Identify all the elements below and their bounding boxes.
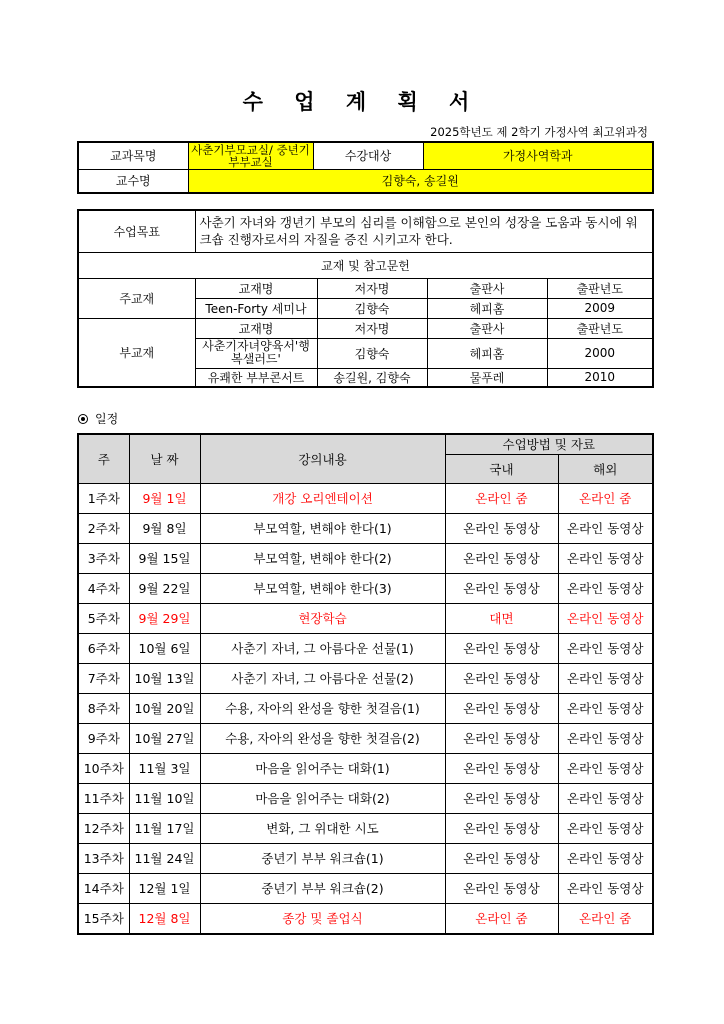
schedule-row	[78, 543, 653, 573]
week-cell: 13주차	[78, 843, 129, 873]
header-week: 주	[78, 434, 129, 483]
schedule-row	[78, 843, 653, 873]
week-cell: 2주차	[78, 513, 129, 543]
content-cell: 중년기 부부 워크숍(1)	[200, 843, 445, 873]
domestic-method-cell: 온라인 동영상	[445, 513, 558, 543]
domestic-method-cell: 온라인 동영상	[445, 723, 558, 753]
professor-label: 교수명	[78, 169, 188, 193]
domestic-method-cell: 온라인 동영상	[445, 573, 558, 603]
schedule-row	[78, 903, 653, 934]
overseas-method-cell: 온라인 동영상	[558, 723, 653, 753]
overseas-method-cell: 온라인 동영상	[558, 573, 653, 603]
header-overseas: 해외	[558, 454, 653, 483]
sub-books-label: 부교재	[78, 318, 195, 387]
header-year: 출판년도	[547, 278, 653, 298]
domestic-method-cell: 온라인 동영상	[445, 783, 558, 813]
domestic-method-cell: 온라인 동영상	[445, 633, 558, 663]
header-content: 강의내용	[200, 434, 445, 483]
schedule-body	[78, 483, 653, 934]
book-author: 김향숙	[317, 298, 427, 318]
date-cell: 12월 8일	[129, 903, 200, 934]
week-cell: 15주차	[78, 903, 129, 934]
date-cell: 10월 20일	[129, 693, 200, 723]
date-cell: 12월 1일	[129, 873, 200, 903]
header-book-name: 교재명	[195, 278, 317, 298]
book-name: 유쾌한 부부콘서트	[195, 368, 317, 387]
schedule-row	[78, 783, 653, 813]
schedule-row	[78, 483, 653, 513]
week-cell: 8주차	[78, 693, 129, 723]
date-cell: 9월 1일	[129, 483, 200, 513]
domestic-method-cell: 온라인 동영상	[445, 843, 558, 873]
content-cell: 부모역할, 변해야 한다(1)	[200, 513, 445, 543]
domestic-method-cell: 온라인 동영상	[445, 543, 558, 573]
overseas-method-cell: 온라인 동영상	[558, 693, 653, 723]
goal-text: 사춘기 자녀와 갱년기 부모의 심리를 이해함으로 본인의 성장을 도움과 동시에 워크숍 진행자로서의 자질을 증진 시키고자 한다.	[195, 210, 653, 252]
schedule-heading	[78, 410, 118, 427]
header-year: 출판년도	[547, 318, 653, 338]
content-cell: 부모역할, 변해야 한다(3)	[200, 573, 445, 603]
course-info-table	[77, 141, 654, 194]
content-cell: 변화, 그 위대한 시도	[200, 813, 445, 843]
overseas-method-cell: 온라인 동영상	[558, 843, 653, 873]
schedule-row	[78, 573, 653, 603]
book-publisher: 헤피홈	[427, 298, 547, 318]
date-cell: 10월 6일	[129, 633, 200, 663]
content-cell: 마음을 읽어주는 대화(2)	[200, 783, 445, 813]
overseas-method-cell: 온라인 동영상	[558, 513, 653, 543]
content-cell: 사춘기 자녀, 그 아름다운 선물(1)	[200, 633, 445, 663]
date-cell: 10월 27일	[129, 723, 200, 753]
header-book-name: 교재명	[195, 318, 317, 338]
schedule-row	[78, 813, 653, 843]
overseas-method-cell: 온라인 동영상	[558, 753, 653, 783]
schedule-table	[77, 433, 654, 935]
refs-heading: 교재 및 참고문헌	[78, 252, 653, 278]
week-cell: 1주차	[78, 483, 129, 513]
overseas-method-cell: 온라인 동영상	[558, 663, 653, 693]
overseas-method-cell: 온라인 동영상	[558, 813, 653, 843]
audience-label: 수강대상	[313, 142, 423, 169]
week-cell: 6주차	[78, 633, 129, 663]
header-publisher: 출판사	[427, 278, 547, 298]
schedule-row	[78, 633, 653, 663]
goal-label: 수업목표	[78, 210, 195, 252]
content-cell: 현장학습	[200, 603, 445, 633]
header-domestic: 국내	[445, 454, 558, 483]
book-year: 2009	[547, 298, 653, 318]
book-year: 2010	[547, 368, 653, 387]
syllabus-table	[77, 209, 654, 388]
document-title: 수 업 계 획 서	[242, 90, 482, 114]
content-cell: 사춘기 자녀, 그 아름다운 선물(2)	[200, 663, 445, 693]
overseas-method-cell: 온라인 동영상	[558, 633, 653, 663]
domestic-method-cell: 대면	[445, 603, 558, 633]
schedule-heading-label: 일정	[95, 412, 119, 426]
main-books-label: 주교재	[78, 278, 195, 318]
domestic-method-cell: 온라인 줌	[445, 483, 558, 513]
date-cell: 10월 13일	[129, 663, 200, 693]
overseas-method-cell: 온라인 동영상	[558, 543, 653, 573]
book-author: 김향숙	[317, 338, 427, 368]
schedule-row	[78, 663, 653, 693]
week-cell: 3주차	[78, 543, 129, 573]
week-cell: 11주차	[78, 783, 129, 813]
schedule-row	[78, 723, 653, 753]
week-cell: 7주차	[78, 663, 129, 693]
book-name: Teen-Forty 세미나	[195, 298, 317, 318]
date-cell: 11월 3일	[129, 753, 200, 783]
header-publisher: 출판사	[427, 318, 547, 338]
document-subtitle: 2025학년도 제 2학기 가정사역 최고위과정	[430, 125, 648, 139]
content-cell: 종강 및 졸업식	[200, 903, 445, 934]
domestic-method-cell: 온라인 동영상	[445, 753, 558, 783]
date-cell: 9월 15일	[129, 543, 200, 573]
bullet-circle-icon	[78, 414, 88, 424]
book-publisher: 물푸레	[427, 368, 547, 387]
header-author: 저자명	[317, 278, 427, 298]
domestic-method-cell: 온라인 줌	[445, 903, 558, 934]
professor-value: 김향숙, 송길원	[188, 169, 653, 193]
week-cell: 10주차	[78, 753, 129, 783]
schedule-row	[78, 753, 653, 783]
date-cell: 9월 8일	[129, 513, 200, 543]
course-label: 교과목명	[78, 142, 188, 169]
week-cell: 4주차	[78, 573, 129, 603]
header-author: 저자명	[317, 318, 427, 338]
domestic-method-cell: 온라인 동영상	[445, 663, 558, 693]
week-cell: 12주차	[78, 813, 129, 843]
date-cell: 9월 22일	[129, 573, 200, 603]
overseas-method-cell: 온라인 동영상	[558, 783, 653, 813]
week-cell: 9주차	[78, 723, 129, 753]
schedule-row	[78, 603, 653, 633]
domestic-method-cell: 온라인 동영상	[445, 693, 558, 723]
overseas-method-cell: 온라인 줌	[558, 903, 653, 934]
domestic-method-cell: 온라인 동영상	[445, 813, 558, 843]
domestic-method-cell: 온라인 동영상	[445, 873, 558, 903]
audience-value: 가정사역학과	[423, 142, 653, 169]
book-name: 사춘기자녀양육서'행복샐러드'	[195, 338, 317, 368]
date-cell: 11월 17일	[129, 813, 200, 843]
header-method: 수업방법 및 자료	[445, 434, 653, 454]
date-cell: 9월 29일	[129, 603, 200, 633]
overseas-method-cell: 온라인 줌	[558, 483, 653, 513]
book-year: 2000	[547, 338, 653, 368]
schedule-row	[78, 693, 653, 723]
schedule-row	[78, 513, 653, 543]
header-date: 날 짜	[129, 434, 200, 483]
book-author: 송길원, 김향숙	[317, 368, 427, 387]
overseas-method-cell: 온라인 동영상	[558, 873, 653, 903]
schedule-row	[78, 873, 653, 903]
overseas-method-cell: 온라인 동영상	[558, 603, 653, 633]
week-cell: 5주차	[78, 603, 129, 633]
content-cell: 수용, 자아의 완성을 향한 첫걸음(1)	[200, 693, 445, 723]
week-cell: 14주차	[78, 873, 129, 903]
course-value: 사춘기부모교실/ 중년기부부교실	[188, 142, 313, 169]
content-cell: 수용, 자아의 완성을 향한 첫걸음(2)	[200, 723, 445, 753]
book-publisher: 헤피홈	[427, 338, 547, 368]
content-cell: 개강 오리엔테이션	[200, 483, 445, 513]
content-cell: 부모역할, 변해야 한다(2)	[200, 543, 445, 573]
date-cell: 11월 24일	[129, 843, 200, 873]
content-cell: 마음을 읽어주는 대화(1)	[200, 753, 445, 783]
content-cell: 중년기 부부 워크숍(2)	[200, 873, 445, 903]
date-cell: 11월 10일	[129, 783, 200, 813]
